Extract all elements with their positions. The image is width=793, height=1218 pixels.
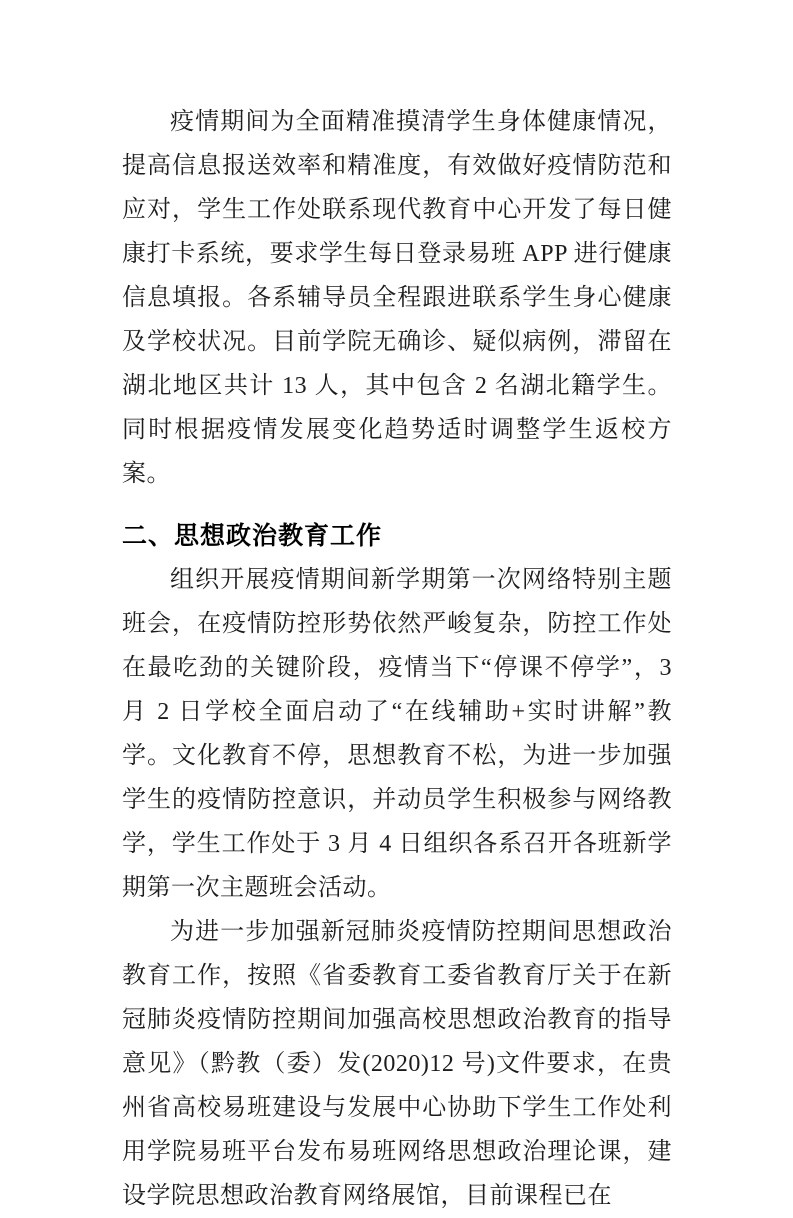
paragraph-health-checkin-system: 疫情期间为全面精准摸清学生身体健康情况，提高信息报送效率和精准度，有效做好疫情防范和应对，学生工作处联系现代教育中心开发了每日健康打卡系统，要求学生每日登录易班 APP 进行健康信息填报。各系辅导员全程跟进联系学生身心健康及学校状况。目前学院无确诊、疑似病例，滞留在湖北地区共计 13 人，其中包含 2 名湖北籍学生。同时根据疫情发展变化趋势适时调整学生返校方案。 bbox=[122, 109, 672, 487]
paragraph-yiban-platform-courses: 为进一步加强新冠肺炎疫情防控期间思想政治教育工作，按照《省委教育工委省教育厅关于在新冠肺炎疫情防控期间加强高校思想政治教育的指导意见》（黔教（委）发(2020)12 号)文件要求，在贵州省高校易班建设与发展中心协助下学生工作处利用学院易班平台发布易班网络思想政治理论课，建设学院思想政治教育网络展馆，目前课程已在 bbox=[122, 919, 672, 1209]
paragraph-theme-class-meeting: 组织开展疫情期间新学期第一次网络特别主题班会，在疫情防控形势依然严峻复杂，防控工作处在最吃劲的关键阶段，疫情当下“停课不停学”，3 月 2 日学校全面启动了“在线辅助+实时讲解”教学。文化教育不停，思想教育不松，为进一步加强学生的疫情防控意识，并动员学生积极参与网络教学，学生工作处于 3 月 4 日组织各系召开各班新学期第一次主题班会活动。 bbox=[122, 567, 672, 901]
section-heading-ideological-political-education: 二、思想政治教育工作 bbox=[122, 522, 383, 550]
